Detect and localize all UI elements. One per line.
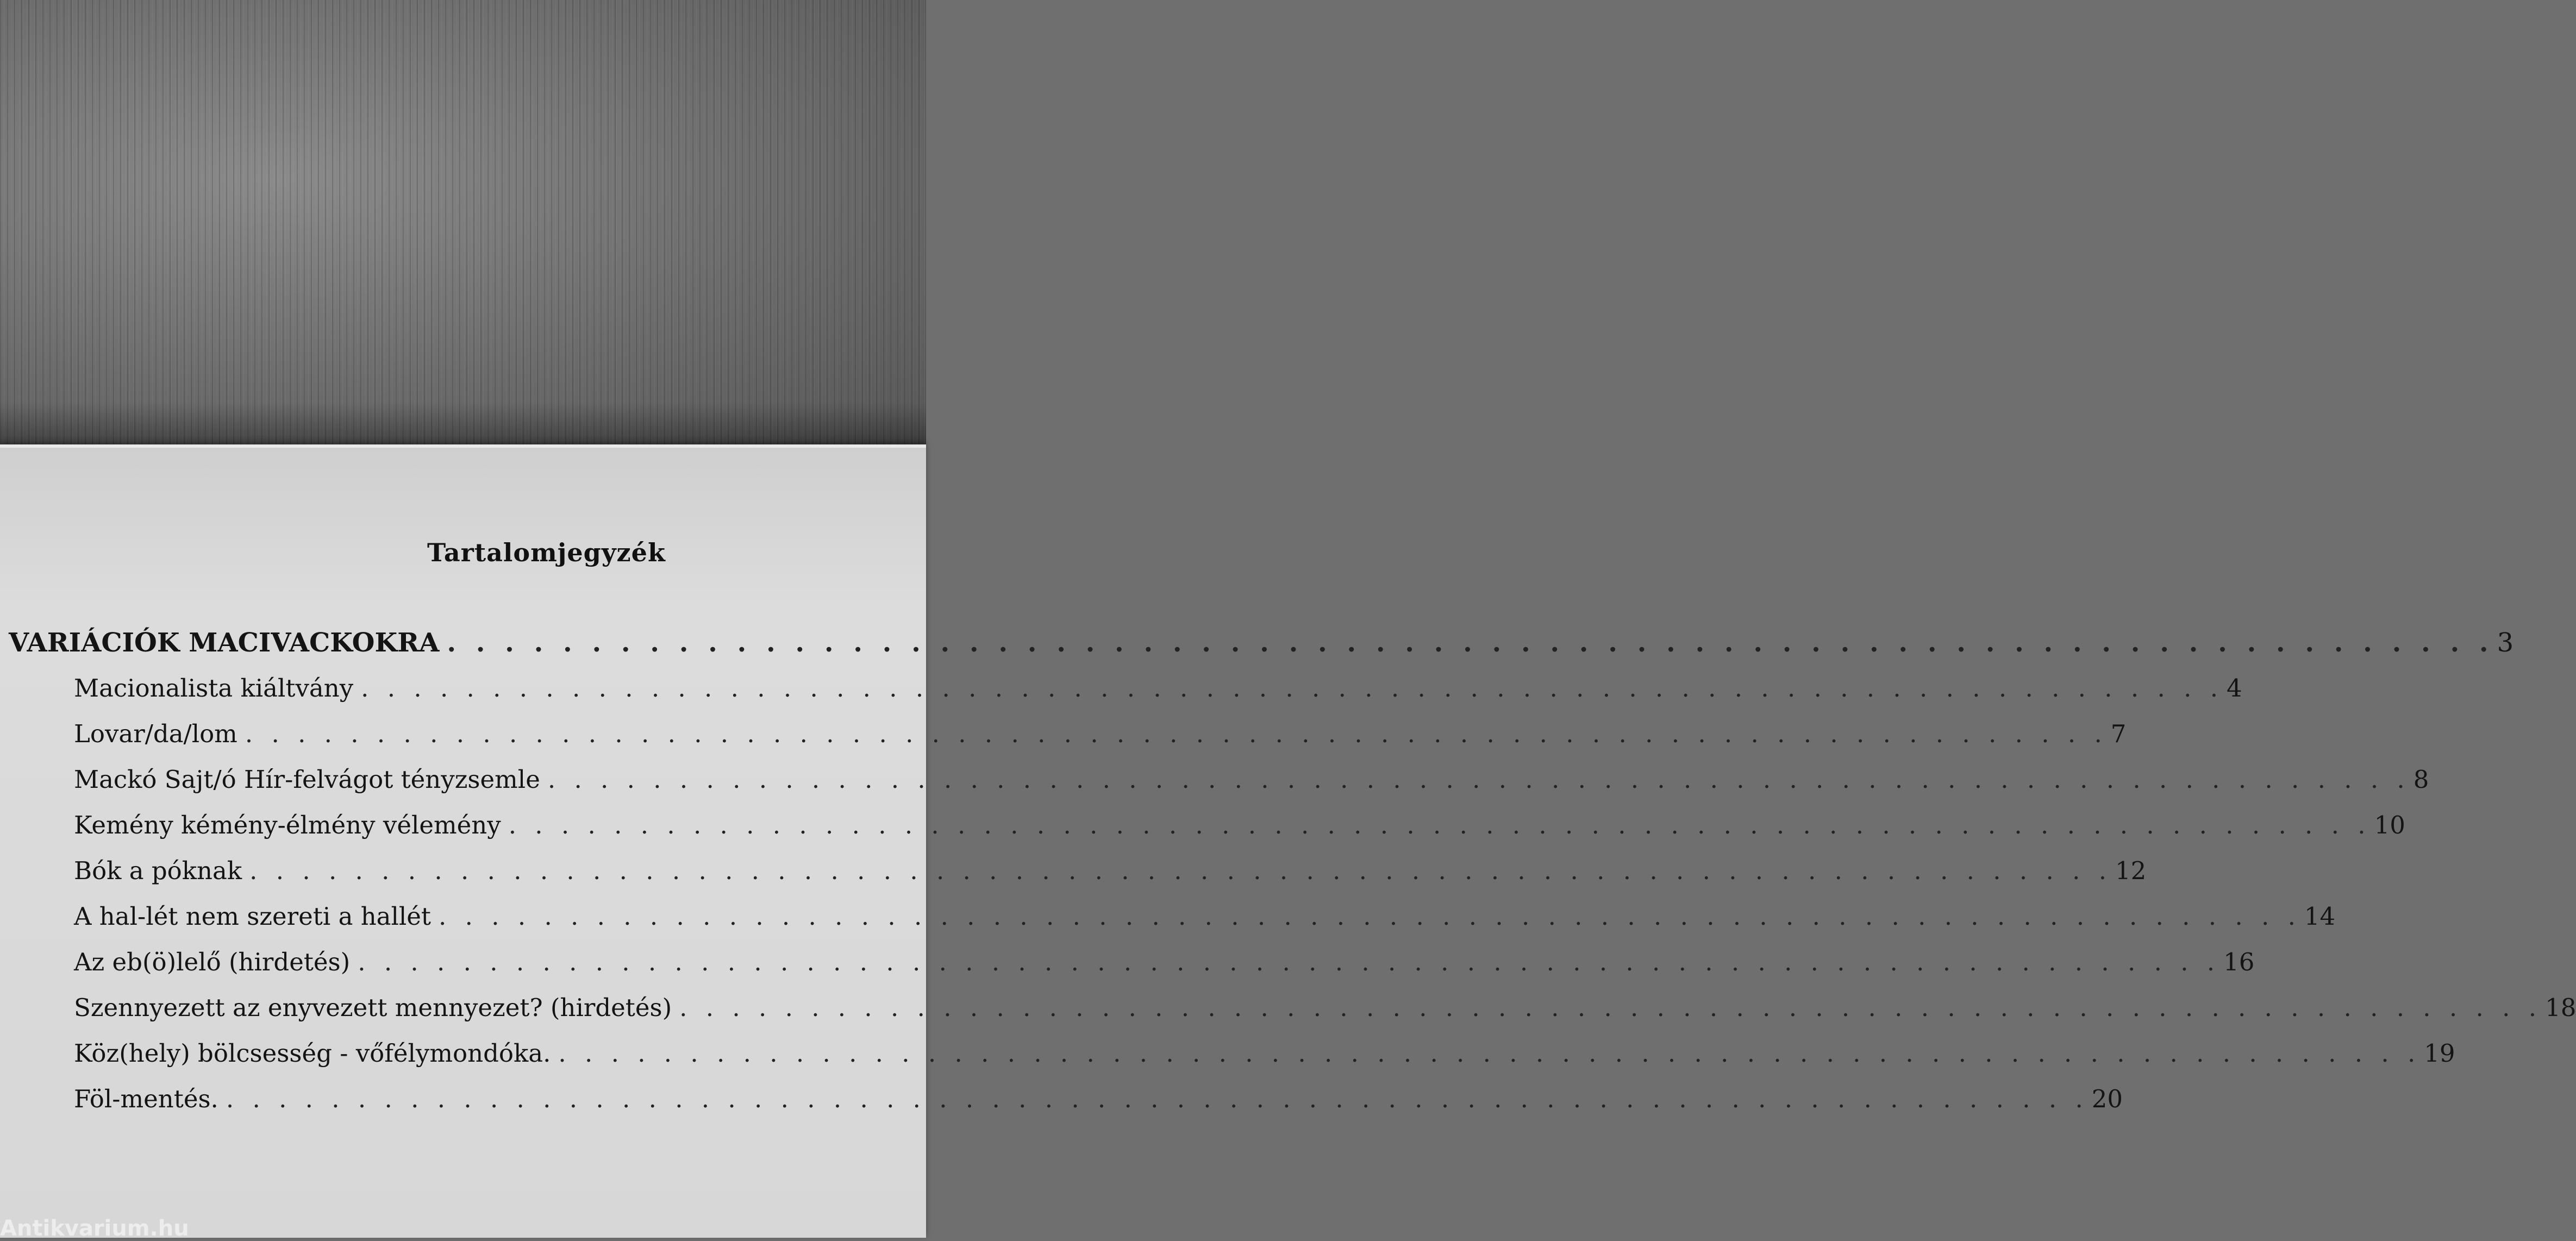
toc-entry bbox=[74, 948, 2255, 976]
toc-entry bbox=[74, 674, 2242, 703]
toc-entry-label: Köz(hely) bölcsesség - vőfélymondóka. bbox=[74, 1039, 551, 1068]
toc-entry-page: 10 bbox=[2374, 811, 2405, 839]
toc-entry-label: Mackó Sajt/ó Hír-felvágot tényzsemle bbox=[74, 765, 540, 794]
toc-entry bbox=[74, 1039, 2455, 1068]
toc-entry-label: Kemény kémény-élmény vélemény bbox=[74, 811, 501, 839]
toc-section-label: VARIÁCIÓK MACIVACKOKRA bbox=[9, 628, 440, 658]
toc-leader-dots: . . . . . . . . . . . . . . . . . . . . . . . . . . . . . . . . . . . . . . . . . . . . . . . . . . . . . . . . . . . . . . . . . . . . . . . bbox=[249, 856, 2112, 885]
toc-entry-label: Szennyezett az enyvezett mennyezet? (hirdetés) bbox=[74, 993, 672, 1022]
book-cover-background bbox=[0, 0, 926, 447]
toc-entry bbox=[74, 719, 2127, 748]
toc-entry-page: 12 bbox=[2115, 856, 2147, 885]
toc-entry bbox=[74, 993, 2576, 1022]
toc-entry bbox=[74, 811, 2405, 839]
toc-entry-page: 20 bbox=[2091, 1085, 2123, 1113]
toc-entry bbox=[74, 765, 2429, 794]
toc-leader-dots: . . . . . . . . . . . . . . . . . . . . . . . . . . . . . . . . . . . . . . . . . . . . . . . . . . . . . . . . . . . . . . . . . . . . . . . bbox=[226, 1085, 2089, 1113]
toc-entry-page: 18 bbox=[2545, 993, 2576, 1022]
toc-entry-label: Az eb(ö)lelő (hirdetés) bbox=[74, 948, 351, 976]
toc-section-row bbox=[9, 628, 2514, 658]
toc-entry-label: A hal-lét nem szereti a hallét bbox=[74, 902, 432, 931]
toc-leader-dots: . . . . . . . . . . . . . . . . . . . . . . . . . . . . . . . . . . . . . . . . . . . . . . . . . . . . . . . . . . . . . . . . . . . . . . . bbox=[547, 765, 2410, 794]
watermark: Antikvarium.hu bbox=[0, 1216, 189, 1241]
toc-leader-dots: . . . . . . . . . . . . . . . . . . . . . . . . . . . . . . . . . . . . . . . . . . . . . . . . . . . . . . . . . . . . . . . . . . . . . . . bbox=[361, 674, 2224, 703]
toc-entry-page: 16 bbox=[2223, 948, 2255, 976]
toc-entry-page: 19 bbox=[2424, 1039, 2455, 1068]
page-title: Tartalomjegyzék bbox=[427, 538, 666, 567]
toc-entry bbox=[74, 1085, 2123, 1113]
toc-entry bbox=[74, 902, 2336, 931]
toc-leader-dots: . . . . . . . . . . . . . . . . . . . . . . . . . . . . . . . . . . . . . . . . . . . . . . . . . . . . . . . . . . . . . . . . . . . . . . . bbox=[358, 948, 2221, 976]
toc-entry-page: 4 bbox=[2227, 674, 2242, 703]
toc-entry-page: 14 bbox=[2304, 902, 2336, 931]
toc-entry-label: Lovar/da/lom bbox=[74, 719, 237, 748]
toc-entry bbox=[74, 856, 2147, 885]
toc-leader-dots: . . . . . . . . . . . . . . . . . . . . . . . . . . . . . . . . . . . . . . . . . . . . . . . . . . . . . . . . . . . . . . . . . . . . . . . bbox=[439, 902, 2301, 931]
toc-leader-dots: . . . . . . . . . . . . . . . . . . . . . . . . . . . . . . . . . . . . . . . . . . . . . . . . . . . . . . . . . . . . . . . . . . . . . . . bbox=[245, 719, 2108, 748]
toc-entry-page: 7 bbox=[2110, 719, 2127, 748]
toc-leader-dots: . . . . . . . . . . . . . . . . . . . . . . . . . . . . . . . . . . . . . . . . . . . . . . . . . . . . . . . . . . . . . . . . . . . . . . . bbox=[508, 811, 2371, 839]
toc-leader-dots: . . . . . . . . . . . . . . . . . . . . . . . . . . . . . . . . . . . . . . . . . . . . . . . . . . . . . . . . . . . . . . . . . . . . . . . bbox=[447, 628, 2494, 658]
toc-leader-dots: . . . . . . . . . . . . . . . . . . . . . . . . . . . . . . . . . . . . . . . . . . . . . . . . . . . . . . . . . . . . . . . . . . . . . . . bbox=[679, 993, 2542, 1022]
toc-section-page: 3 bbox=[2497, 628, 2514, 658]
toc-entry-page: 8 bbox=[2413, 765, 2429, 794]
toc-entry-label: Bók a póknak bbox=[74, 856, 242, 885]
toc-entry-label: Macionalista kiáltvány bbox=[74, 674, 354, 703]
toc-entry-label: Föl-mentés. bbox=[74, 1085, 218, 1113]
toc-leader-dots: . . . . . . . . . . . . . . . . . . . . . . . . . . . . . . . . . . . . . . . . . . . . . . . . . . . . . . . . . . . . . . . . . . . . . . . bbox=[558, 1039, 2421, 1068]
cover-shadow bbox=[0, 402, 926, 447]
